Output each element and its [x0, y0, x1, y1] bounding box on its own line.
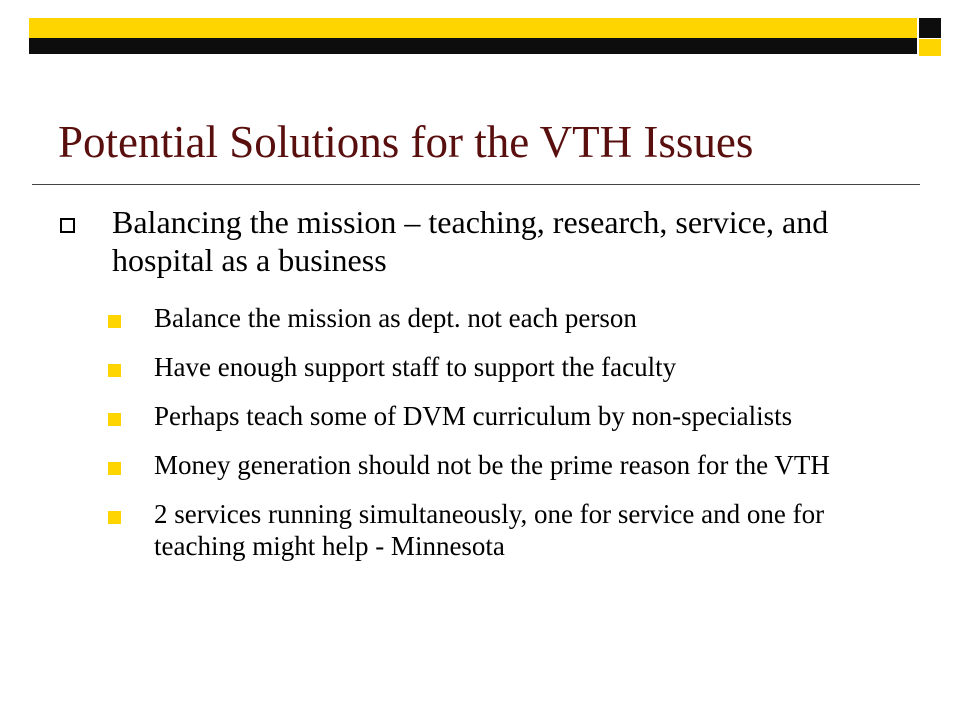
- sub-bullet-text: Perhaps teach some of DVM curriculum by non-specialists: [154, 401, 793, 431]
- main-bullet-item: [60, 203, 910, 279]
- sub-bullet-item: [108, 498, 908, 562]
- sub-bullet-item: [108, 449, 908, 481]
- header-corner-square-gold: [919, 39, 941, 56]
- gold-square-bullet-icon: [108, 315, 121, 328]
- gold-square-bullet-icon: [108, 413, 121, 426]
- title-divider: [32, 184, 920, 185]
- gold-square-bullet-icon: [108, 364, 121, 377]
- sub-bullet-text: 2 services running simultaneously, one for service and one for teaching might help - Minnesota: [154, 499, 825, 561]
- slide-title: Potential Solutions for the VTH Issues: [58, 117, 754, 167]
- main-bullet-text: Balancing the mission – teaching, research, service, and hospital as a business: [112, 204, 829, 278]
- gold-square-bullet-icon: [108, 511, 121, 524]
- hollow-square-bullet-icon: [60, 218, 75, 233]
- gold-square-bullet-icon: [108, 462, 121, 475]
- sub-bullet-item: [108, 400, 908, 432]
- sub-bullet-text: Balance the mission as dept. not each person: [154, 303, 637, 333]
- header-bar-gold: [29, 18, 917, 38]
- sub-bullet-list: [108, 302, 908, 579]
- sub-bullet-item: [108, 351, 908, 383]
- sub-bullet-item: [108, 302, 908, 334]
- header-corner-square-dark: [919, 18, 941, 38]
- sub-bullet-text: Have enough support staff to support the faculty: [154, 352, 677, 382]
- sub-bullet-text: Money generation should not be the prime reason for the VTH: [154, 450, 830, 480]
